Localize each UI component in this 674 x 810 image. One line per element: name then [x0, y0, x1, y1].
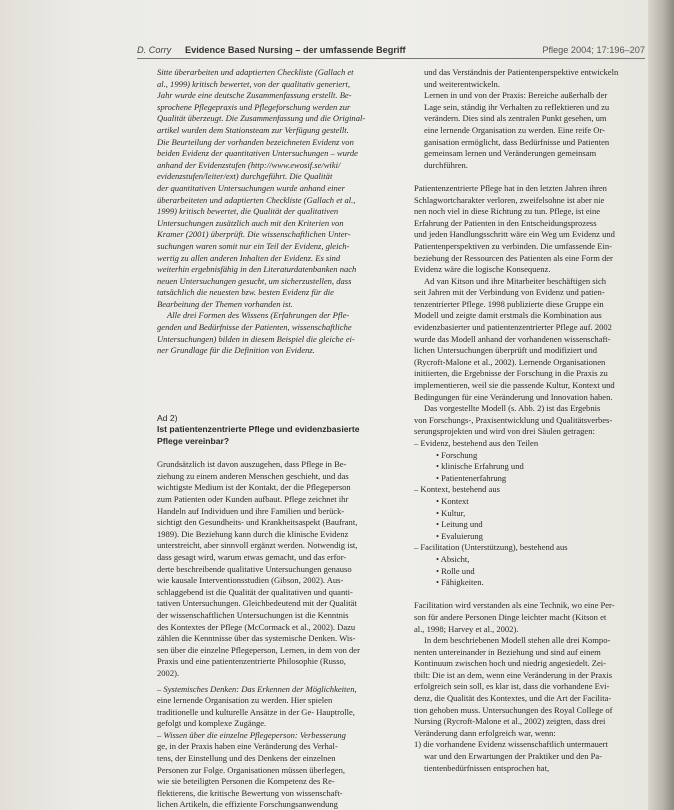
- text-line: sen über die einzelne Pflegeperson, Lernen, in dem von der: [157, 644, 360, 655]
- text-line: beiden Evidenz der quantitativen Untersuchungen – wurde: [157, 148, 358, 159]
- text-line: wie sie beteiligten Personen die Kompetenz des Re-: [157, 776, 335, 787]
- text-line: Untersuchungen) bilden in diesem Beispiel die gleiche ei-: [157, 333, 355, 344]
- text-line: Personen zur Folge. Organisationen müssen überlegen,: [157, 764, 346, 775]
- pillar-item: • Kontext: [436, 495, 469, 506]
- pillar-item: • Patientenerfahrung: [436, 472, 507, 483]
- text-line: genden und Bedürfnisse der Patienten, wissenschaftliche: [157, 322, 352, 333]
- text-line: ziehung zu einem anderen Menschen geschieht, und das: [157, 470, 349, 481]
- text-line: Die Beurteilung der vorhanden bezeichneten Evidenz von: [157, 136, 354, 147]
- header-journal: Pflege 2004; 17:196–207: [542, 45, 645, 55]
- text-line: Jahr wurde eine deutsche Zusammenfassung erstellt. Be-: [157, 90, 352, 101]
- text-line: überarbeiteten und adaptierten Checkliste (Gallach et al.,: [157, 194, 356, 205]
- text-line: seit Jahren mit der Verbindung von Evidenz und patien-: [414, 287, 605, 298]
- header-title: Evidence Based Nursing – der umfassende Begriff: [185, 45, 406, 55]
- text-line: war und den Erwartungen der Praktiker und den Pa-: [424, 751, 603, 762]
- text-line: suchungen waren somit nur ein Teil der Evidenz, gleich-: [157, 240, 350, 251]
- text-line: ner Grundlage für die Definition von Evidenz.: [157, 345, 315, 356]
- text-line: son für andere Personen Dinge leichter macht (Kitson et: [414, 611, 607, 622]
- pillar-list: [414, 438, 644, 589]
- text-line: Patientenperspektiven zu verbinden. Die umfassende Ein-: [414, 240, 612, 251]
- text-line: implementieren, weil sie die passende Kultur, Kontext und: [414, 380, 615, 391]
- text-line: flektierens, die kritische Bewertung von wissenschaft-: [157, 787, 343, 798]
- text-line: und das Verständnis der Patientenperspektive entwickeln: [424, 67, 619, 77]
- numbered-item: [414, 739, 644, 774]
- text-line: ge, in der Praxis haben eine Veränderung des Verhal-: [157, 741, 338, 752]
- text-line: Lernen in und von der Praxis: Bereiche außerhalb der: [424, 90, 608, 101]
- text-line: dass gesagt wird, warum etwas gemacht, und das erfor-: [157, 551, 347, 562]
- section-title: Pflege vereinbar?: [157, 436, 230, 447]
- text-line: evidenzbasierter und patientenzentrierter Pflege auf. 2002: [414, 322, 612, 333]
- text-line: Das vorgestellte Modell (s. Abb. 2) ist das Ergebnis: [424, 403, 601, 414]
- text-line: weiterhin ergebnisfähig in den Literaturdatenbanken nach: [157, 264, 357, 275]
- text-line: wertig zu allen anderen Inhalten der Evidenz. Es sind: [157, 252, 341, 263]
- text-line: und jeden Handlungsschritt wäre ein Weg um Evidenz und: [414, 229, 615, 240]
- text-line: nen noch viel in diese Richtung zu tun. Pflege, ist eine: [414, 206, 601, 217]
- text-line: Praxis und eine patientenzentrierte Philosophie (Russo,: [157, 656, 346, 667]
- page-edge-shadow: [648, 0, 674, 810]
- section-number: Ad 2): [157, 412, 178, 423]
- text-line: evidenzstufen/leiter/ext) durchgeführt. Die Qualität: [157, 171, 333, 182]
- text-line: lichen Artikeln, die effiziente Forschungsanwendung: [157, 799, 338, 810]
- text-line: lichen Untersuchungen überprüft und modifiziert und: [414, 345, 597, 356]
- text-line: Untersuchungen zusätzlich auch mit den Kriterien von: [157, 217, 344, 228]
- text-line: 2002).: [157, 667, 180, 678]
- spacer: [157, 357, 377, 413]
- header-rule: [137, 58, 645, 59]
- pillar-item: • Kultur,: [436, 507, 466, 518]
- text-line: In dem beschriebenen Modell stehen alle drei Kompo-: [424, 635, 611, 646]
- header-author: D. Corry: [137, 45, 172, 55]
- text-line: schlaggebend ist die Qualität der qualitativen und quanti-: [157, 586, 353, 597]
- text-line: Bedingungen für eine Veränderung und Innovation haben.: [414, 391, 613, 402]
- pillar-item: • Rolle und: [436, 565, 475, 576]
- body-paragraph: [414, 183, 644, 276]
- pillar-item: • Evaluierung: [436, 530, 483, 541]
- text-line: 1999) kritisch bewertet, die Qualität der qualitativen: [157, 206, 339, 217]
- list-continuation: [414, 67, 644, 171]
- text-line: von Forschungs-, Praxisentwicklung und Qualitätsverbes-: [414, 414, 613, 425]
- text-line: verändern. Dies sind als zentralen Punkt gesehen, um: [424, 113, 607, 124]
- text-line: Veränderung dann erfolgreich war, wenn:: [414, 727, 556, 738]
- text-line: gemeinsam lernen und Veränderungen gemeinsam: [424, 148, 597, 159]
- text-line: eine lernende Organisation zu werden. Eine reife Or-: [424, 124, 605, 135]
- text-line: tativen Untersuchungen. Gleichbedeutend mit der Qualität: [157, 598, 357, 609]
- pillar-item: • Fähigkeiten.: [436, 577, 484, 588]
- text-line: sichtigt den Gesundheits- und Krankheitsaspekt (Baufrant,: [157, 517, 358, 528]
- text-line: nenten untereinander in Beziehung und sind auf einem: [414, 646, 601, 657]
- text-line: tens, der Einstellung und des Denkens der einzelnen: [157, 753, 336, 764]
- text-line: beziehung der Ressourcen des Patienten als eine Form der: [414, 252, 613, 263]
- spacer: [414, 171, 644, 183]
- text-line: Lage sein, ständig ihr Verhalten zu reflektieren und zu: [424, 101, 610, 112]
- text-line: Grundsätzlich ist davon auszugehen, dass Pflege in Be-: [157, 459, 347, 470]
- text-line: wie kausale Interventionsstudien (Gibson, 2002). Aus-: [157, 575, 344, 586]
- text-line: Kramer (2001) überprüft. Die wissenschaftlichen Unter-: [157, 229, 351, 240]
- body-paragraph: [414, 403, 644, 438]
- text-line: tientenbedürfnissen entsprochen hat,: [424, 762, 550, 773]
- text-line: der quantitativen Untersuchungen wurde anhand einer: [157, 182, 345, 193]
- spacer: [157, 448, 377, 460]
- pillar-label: – Evidenz, bestehend aus den Teilen: [414, 438, 539, 448]
- text-line: Erfahrung der Patienten in den Entscheidungsprozess: [414, 217, 597, 228]
- text-line: – Wissen über die einzelne Pflegeperson: Verbesserung: [157, 729, 346, 740]
- pillar-label: – Facilitation (Unterstützung), bestehend aus: [414, 542, 568, 553]
- text-line: (Rycroft-Malone et al., 2002). Lernende Organisationen: [414, 356, 606, 367]
- text-line: al., 1998; Harvey et al., 2002).: [414, 623, 519, 634]
- text-line: artikel wurden dem Stationsteam zur Verfügung gestellt.: [157, 124, 349, 135]
- text-line: eine lernende Organisation zu werden. Hier spielen: [157, 695, 333, 706]
- text-line: ganisation ermöglicht, dass Bedürfnisse und Patienten: [424, 136, 610, 147]
- text-line: Nursing (Rycroft-Malone et al., 2002) zeigten, dass drei: [414, 716, 606, 727]
- body-paragraph: [414, 276, 644, 404]
- text-line: tbilt: Die ist an dem, wenn eine Veränderung in der Praxis: [414, 669, 613, 680]
- pillar-item: • klinische Erfahrung und: [436, 461, 524, 472]
- text-line: denz, die Qualität des Kontextes, und die Art der Facilita-: [414, 693, 612, 704]
- list-item: [157, 730, 377, 810]
- text-line: Patientenzentrierte Pflege hat in den letzten Jahren ihren: [414, 182, 607, 193]
- dash-list: [157, 684, 377, 810]
- text-line: Evidenz wäre die logische Konsequenz.: [414, 264, 551, 275]
- right-column: [414, 67, 644, 774]
- spacer: [414, 589, 644, 601]
- text-line: sprochene Pflegepraxis und Pflegeforschung werden zur: [157, 101, 351, 112]
- text-line: unterstreicht, aber sinnvoll ergänzt werden. Notwendig ist,: [157, 540, 358, 551]
- text-line: des Kontextes der Pflege (McCormack et al., 2002). Dazu: [157, 621, 356, 632]
- text-line: Facilitation wird verstanden als eine Technik, wo eine Per-: [414, 600, 615, 611]
- pillar-item: • Leitung und: [436, 519, 483, 530]
- pillar-item: • Absicht,: [436, 553, 470, 564]
- text-line: – Systemisches Denken: Das Erkennen der Möglichkeiten,: [157, 683, 357, 694]
- text-line: Ad van Kitson und ihre Mitarbeiter beschäftigen sich: [424, 275, 607, 286]
- text-line: Sitte überarbeiten und adaptierten Checkliste (Gallach et: [157, 67, 354, 77]
- text-line: tenzentrierter Pflege. 1998 publizierte diese Gruppe ein: [414, 298, 604, 309]
- list-item: [157, 684, 377, 730]
- body-paragraph: [414, 600, 644, 635]
- section-title: Ist patientenzentrierte Pflege und evidenzbasierte: [157, 424, 360, 435]
- text-line: und weiterentwickeln.: [424, 78, 500, 89]
- text-line: anhand der Evidenzstufen (http://www.ewosif.se/wiki/: [157, 159, 341, 170]
- pillar-item: • Forschung: [436, 449, 478, 460]
- text-line: tion gehoben muss. Untersuchungen des Royal College of: [414, 704, 613, 715]
- body-paragraph: [157, 459, 377, 679]
- text-line: initiierten, die Ergebnisse der Forschung in die Praxis zu: [414, 368, 608, 379]
- pillar-label: – Kontext, bestehend aus: [414, 484, 500, 495]
- text-line: Kontinuum zwischen hoch und niedrig angesiedelt. Zei-: [414, 658, 607, 669]
- text-line: derte beschreibende qualitative Untersuchungen genauso: [157, 563, 352, 574]
- text-line: Modell und zeigte damit erstmals die Kombination aus: [414, 310, 602, 321]
- text-line: wurde das Modell anhand der vorhandenen wissenschaft-: [414, 333, 611, 344]
- text-line: gefolgt und komplexe Zugänge.: [157, 718, 267, 729]
- text-line: zählen die Kenntnisse über das systemische Denken. Wis-: [157, 633, 356, 644]
- text-line: Handeln auf Individuen und ihre Familien und berück-: [157, 505, 345, 516]
- text-line: Schlagwortcharakter verloren, zweifelsohne ist aber nie: [414, 194, 605, 205]
- text-line: tatsächlich die neuesten bzw. besten Evidenz für die: [157, 287, 334, 298]
- running-header: [137, 43, 645, 57]
- text-line: al., 1999) kritisch bewertet, von der qualitativ generiert,: [157, 78, 350, 89]
- text-line: durchführen.: [424, 159, 468, 170]
- text-line: der wissenschaftlichen Untersuchungen ist die Kenntnis: [157, 609, 349, 620]
- text-line: wichtigste Medium ist der Kontakt, der die Pflegeperson: [157, 482, 351, 493]
- text-line: traditionelle und kulturelle Ansätze in der Ge- Hauptrolle,: [157, 706, 355, 717]
- text-line: Bearbeitung der Themen vorhanden ist.: [157, 298, 293, 309]
- body-paragraph: [414, 635, 644, 739]
- text-line: zum Patienten oder Kunden aufbaut. Pflege zeichnet ihr: [157, 494, 349, 504]
- text-line: erfolgreich sein soll, es klar ist, dass die vorhandene Evi-: [414, 681, 610, 692]
- left-column: [157, 67, 377, 810]
- text-line: neuen Untersuchungen gesucht, um sicherzustellen, dass: [157, 275, 352, 286]
- text-line: Qualität überzeugt. Die Zusammenfassung und die Original-: [157, 113, 366, 124]
- intro-italic: [157, 67, 377, 357]
- text-line: serungsprojekten und wird von drei Säulen getragen:: [414, 426, 595, 437]
- text-line: Alle drei Formen des Wissens (Erfahrungen der Pfle-: [167, 310, 350, 321]
- text-line: 1) die vorhandene Evidenz wissenschaftlich untermauert: [414, 739, 608, 750]
- text-line: 1989). Die Beziehung kann durch die klinische Evidenz: [157, 528, 349, 539]
